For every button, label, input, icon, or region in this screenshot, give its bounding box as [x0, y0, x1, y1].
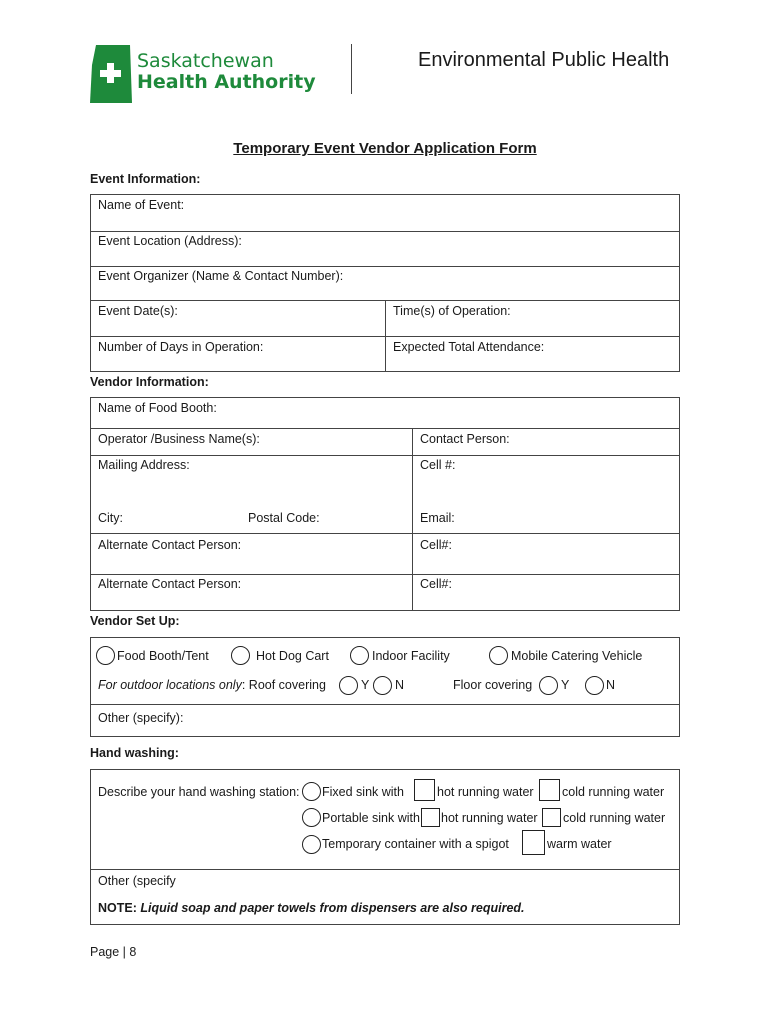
event-dates-field[interactable]: Event Date(s):	[98, 304, 178, 318]
temporary-container-radio[interactable]	[302, 835, 321, 854]
portable-hot-water-label: hot running water	[441, 811, 538, 825]
divider	[90, 869, 680, 870]
floor-no-radio[interactable]	[585, 676, 604, 695]
health-authority-logo-icon	[90, 45, 132, 103]
floor-yes-label: Y	[561, 678, 570, 692]
alt-contact-1-cell-field[interactable]: Cell#:	[420, 538, 452, 552]
divider	[90, 231, 680, 232]
warm-water-label: warm water	[547, 837, 612, 851]
portable-cold-water-checkbox[interactable]	[542, 808, 561, 827]
fixed-hot-water-label: hot running water	[437, 785, 534, 799]
email-field[interactable]: Email:	[420, 511, 455, 525]
city-field[interactable]: City:	[98, 511, 123, 525]
vendor-section-heading: Vendor Information:	[90, 375, 209, 389]
hand-other-field[interactable]: Other (specify	[98, 874, 176, 888]
food-booth-radio[interactable]	[96, 646, 115, 665]
event-times-field[interactable]: Time(s) of Operation:	[393, 304, 511, 318]
setup-other-field[interactable]: Other (specify):	[98, 711, 184, 725]
header-divider	[351, 44, 352, 94]
operator-field[interactable]: Operator /Business Name(s):	[98, 432, 260, 446]
temporary-container-label: Temporary container with a spigot	[322, 837, 509, 851]
event-section-heading: Event Information:	[90, 172, 201, 186]
postal-code-field[interactable]: Postal Code:	[248, 511, 320, 525]
department-title: Environmental Public Health	[418, 49, 670, 71]
portable-hot-water-checkbox[interactable]	[421, 808, 440, 827]
divider	[412, 428, 413, 611]
form-title: Temporary Event Vendor Application Form	[233, 140, 537, 157]
roof-no-label: N	[395, 678, 405, 692]
fixed-hot-water-checkbox[interactable]	[414, 779, 435, 801]
roof-no-radio[interactable]	[373, 676, 392, 695]
divider	[385, 300, 386, 372]
cell-field[interactable]: Cell #:	[420, 458, 456, 472]
contact-person-field[interactable]: Contact Person:	[420, 432, 510, 446]
floor-yes-radio[interactable]	[539, 676, 558, 695]
org-name-line2: Health Authority	[137, 71, 316, 93]
indoor-facility-radio[interactable]	[350, 646, 369, 665]
hot-dog-cart-radio[interactable]	[231, 646, 250, 665]
page-number: Page | 8	[90, 945, 137, 959]
indoor-facility-label: Indoor Facility	[372, 649, 450, 663]
fixed-cold-water-checkbox[interactable]	[539, 779, 560, 801]
floor-no-label: N	[606, 678, 616, 692]
event-name-field[interactable]: Name of Event:	[98, 198, 185, 212]
divider	[90, 704, 680, 705]
divider	[90, 455, 680, 456]
hand-washing-heading: Hand washing:	[90, 746, 179, 760]
alt-contact-2-field[interactable]: Alternate Contact Person:	[98, 577, 242, 591]
fixed-cold-water-label: cold running water	[562, 785, 665, 799]
event-attendance-field[interactable]: Expected Total Attendance:	[393, 340, 545, 354]
roof-covering-text: : Roof covering	[241, 678, 326, 692]
portable-sink-radio[interactable]	[302, 808, 321, 827]
roof-covering-label	[98, 678, 326, 692]
portable-cold-water-label: cold running water	[563, 811, 666, 825]
fixed-sink-label: Fixed sink with	[322, 785, 404, 799]
outdoor-note: For outdoor locations only	[98, 678, 242, 692]
roof-yes-label: Y	[361, 678, 370, 692]
hand-washing-describe-label: Describe your hand washing station:	[98, 785, 300, 799]
divider	[90, 533, 680, 534]
note-text: Liquid soap and paper towels from dispensers are also required.	[140, 901, 525, 915]
alt-contact-1-field[interactable]: Alternate Contact Person:	[98, 538, 242, 552]
portable-sink-label: Portable sink with	[322, 811, 420, 825]
note-label: NOTE:	[98, 901, 137, 915]
mobile-catering-label: Mobile Catering Vehicle	[511, 649, 643, 663]
divider	[90, 574, 680, 575]
event-location-field[interactable]: Event Location (Address):	[98, 234, 242, 248]
warm-water-checkbox[interactable]	[522, 830, 545, 855]
event-organizer-field[interactable]: Event Organizer (Name & Contact Number):	[98, 269, 344, 283]
fixed-sink-radio[interactable]	[302, 782, 321, 801]
org-name-line1: Saskatchewan	[137, 50, 274, 72]
divider	[90, 266, 680, 267]
alt-contact-2-cell-field[interactable]: Cell#:	[420, 577, 452, 591]
roof-yes-radio[interactable]	[339, 676, 358, 695]
soap-note	[98, 901, 525, 915]
mailing-address-field[interactable]: Mailing Address:	[98, 458, 190, 472]
booth-name-field[interactable]: Name of Food Booth:	[98, 401, 217, 415]
food-booth-label: Food Booth/Tent	[117, 649, 209, 663]
divider	[90, 428, 680, 429]
event-days-field[interactable]: Number of Days in Operation:	[98, 340, 264, 354]
floor-covering-label: Floor covering	[453, 678, 533, 692]
mobile-catering-radio[interactable]	[489, 646, 508, 665]
hot-dog-cart-label: Hot Dog Cart	[256, 649, 329, 663]
setup-section-heading: Vendor Set Up:	[90, 614, 180, 628]
